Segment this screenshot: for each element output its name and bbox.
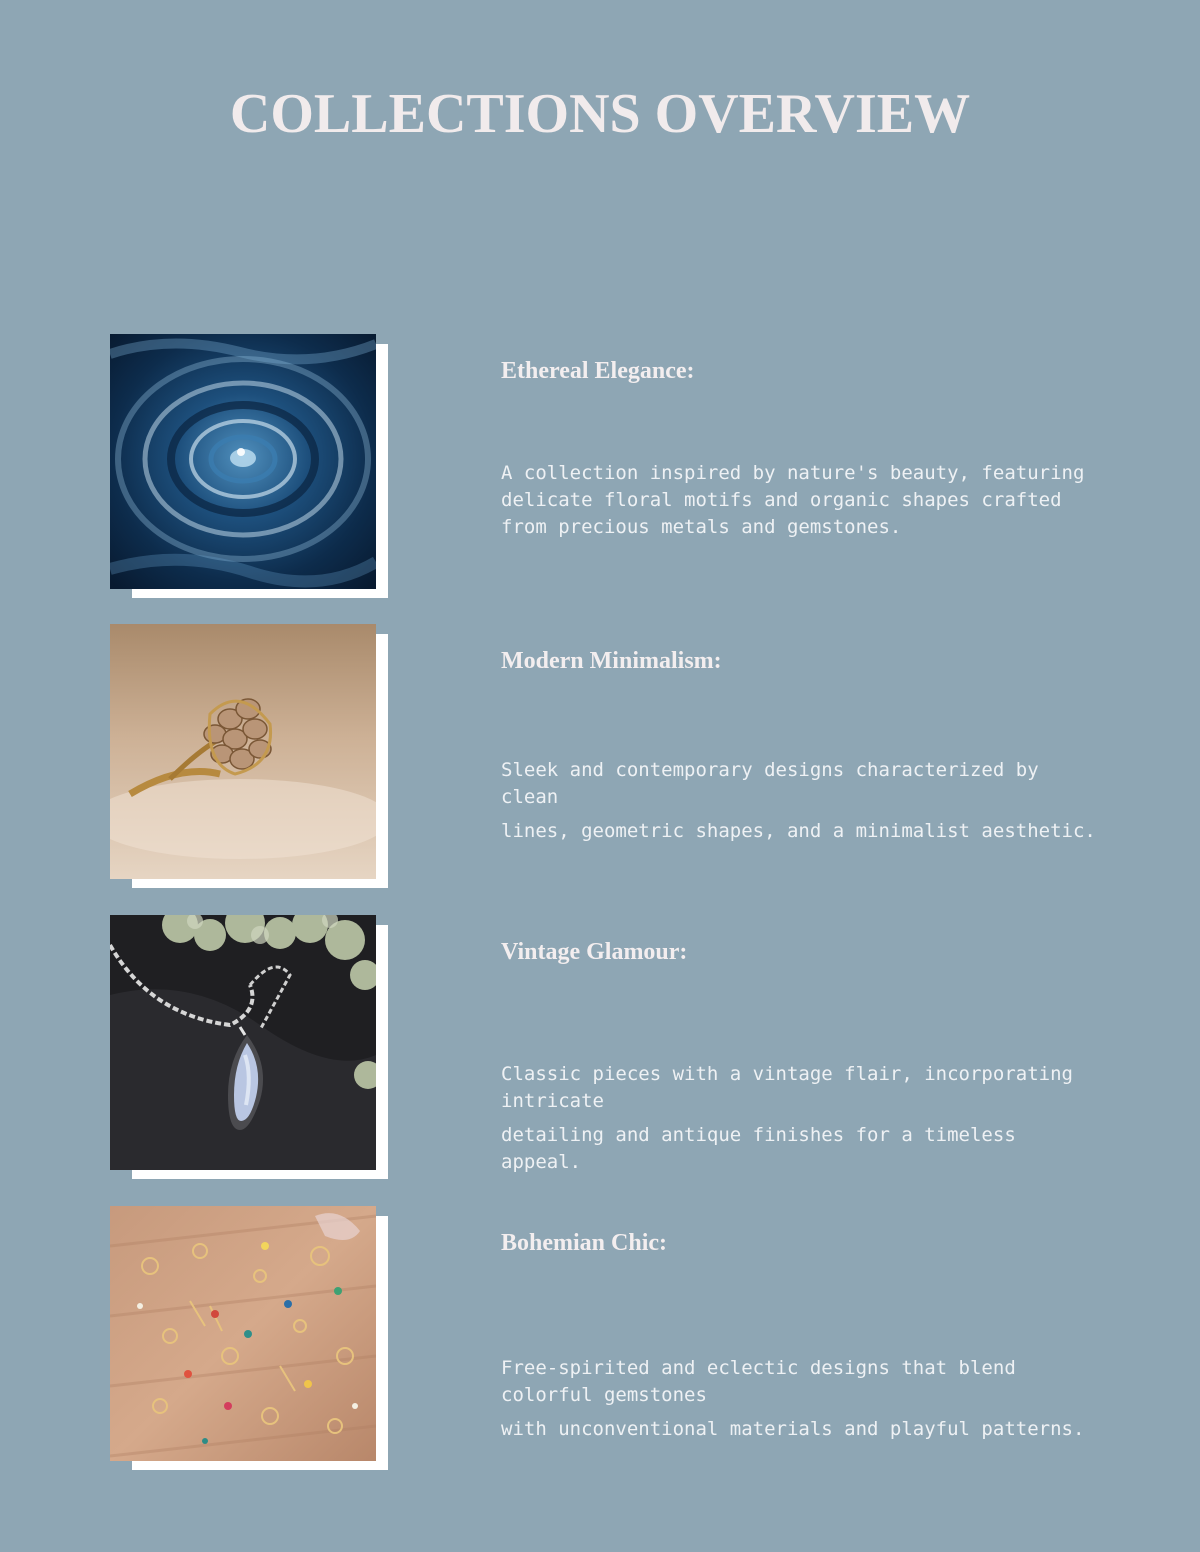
collection-title: Ethereal Elegance: [501,358,695,384]
earrings-assortment-photo [110,1206,376,1461]
collection-description [501,757,1101,852]
collection-ethereal-elegance [0,334,1200,604]
collection-photo-frame [110,334,376,589]
description-paragraph: detailing and antique finishes for a timeless appeal. [501,1124,1016,1173]
description-paragraph: with unconventional materials and playful patterns. [501,1418,1085,1440]
collection-bohemian-chic [0,1206,1200,1476]
collection-description [501,1061,1101,1183]
gold-ring-photo [110,624,376,879]
description-paragraph: lines, geometric shapes, and a minimalist aesthetic. [501,820,1096,842]
collection-photo-frame [110,915,376,1170]
collection-description [501,1355,1101,1450]
collection-modern-minimalism [0,624,1200,894]
description-paragraph: Sleek and contemporary designs characterized by clean [501,759,1039,808]
collection-photo-frame [110,1206,376,1461]
moonstone-pendant-photo [110,915,376,1170]
collection-title: Vintage Glamour: [501,939,688,965]
collection-photo-frame [110,624,376,879]
collection-description [501,460,1101,548]
page-title: COLLECTIONS OVERVIEW [229,83,971,145]
description-paragraph: Classic pieces with a vintage flair, incorporating intricate [501,1063,1073,1112]
description-paragraph: Free-spirited and eclectic designs that blend colorful gemstones [501,1357,1016,1406]
collection-title: Modern Minimalism: [501,648,722,674]
water-ripple-photo [110,334,376,589]
description-paragraph: A collection inspired by nature's beauty, featuring delicate floral motifs and organic shapes crafted from precious metals and gemstones. [501,462,1085,538]
collection-title: Bohemian Chic: [501,1230,668,1256]
collection-vintage-glamour [0,915,1200,1185]
